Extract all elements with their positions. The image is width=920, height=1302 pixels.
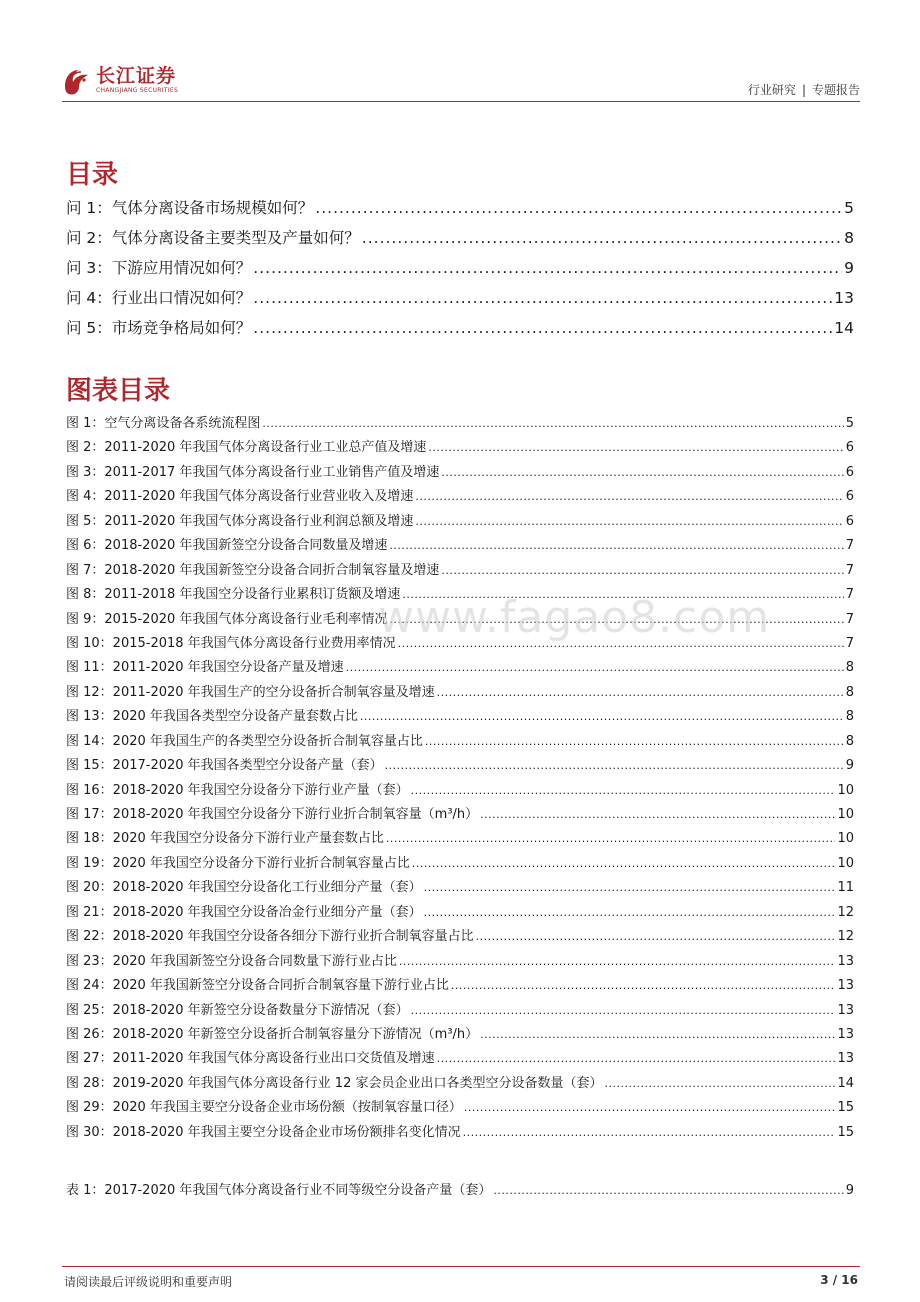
figure-toc-item[interactable]: 图 23：2020 年我国新签空分设备合同数量下游行业占比 ..... 13 [66, 950, 854, 974]
figure-toc-item[interactable]: 图 19：2020 年我国空分设备分下游行业折合制氧容量占比 ..... 10 [66, 852, 854, 876]
toc-item[interactable]: 问 2：气体分离设备主要类型及产量如何？ ..... 8 [66, 226, 854, 256]
table-toc-list [66, 1179, 854, 1203]
figure-toc-item[interactable]: 图 25：2018-2020 年新签空分设备数量分下游情况（套） ..... 13 [66, 999, 854, 1023]
header-divider [62, 101, 860, 102]
category-separator: | [801, 83, 806, 97]
figure-toc-item[interactable]: 图 29：2020 年我国主要空分设备企业市场份额（按制氧容量口径） ..... 15 [66, 1096, 854, 1120]
figure-toc-item[interactable]: 图 5：2011-2020 年我国气体分离设备行业利润总额及增速 ..... 6 [66, 510, 854, 534]
figure-toc-item[interactable]: 图 17：2018-2020 年我国空分设备分下游行业折合制氧容量（m³/h） ..... 10 [66, 803, 854, 827]
report-category [748, 81, 860, 98]
figure-toc-item[interactable]: 图 9：2015-2020 年我国气体分离设备行业毛利率情况 ..... 7 [66, 608, 854, 632]
figure-toc-item[interactable]: 图 4：2011-2020 年我国气体分离设备行业营业收入及增速 ..... 6 [66, 485, 854, 509]
category-label: 行业研究 [747, 83, 796, 97]
figure-toc-item[interactable]: 图 16：2018-2020 年我国空分设备分下游行业产量（套） ..... 10 [66, 779, 854, 803]
logo-emblem-icon [62, 66, 92, 98]
figure-toc-item[interactable]: 图 15：2017-2020 年我国各类型空分设备产量（套） ..... 9 [66, 754, 854, 778]
figure-toc-title: 图表目录 [66, 376, 171, 406]
figure-toc-item[interactable]: 图 21：2018-2020 年我国空分设备冶金行业细分产量（套） ..... 12 [66, 901, 854, 925]
toc-item[interactable]: 问 3：下游应用情况如何？ ..... 9 [66, 256, 854, 286]
figure-toc-item[interactable]: 图 22：2018-2020 年我国空分设备各细分下游行业折合制氧容量占比 ..... 12 [66, 925, 854, 949]
figure-toc-item[interactable]: 图 11：2011-2020 年我国空分设备产量及增速 ..... 8 [66, 656, 854, 680]
figure-toc-item[interactable]: 图 14：2020 年我国生产的各类型空分设备折合制氧容量占比 ..... 8 [66, 730, 854, 754]
report-type-label: 专题报告 [811, 83, 860, 97]
figure-toc-item[interactable]: 图 27：2011-2020 年我国气体分离设备行业出口交货值及增速 ..... 13 [66, 1047, 854, 1071]
figure-toc-item[interactable]: 图 18：2020 年我国空分设备分下游行业产量套数占比 ..... 10 [66, 827, 854, 851]
figure-toc-item[interactable]: 图 8：2011-2018 年我国空分设备行业累积订货额及增速 ..... 7 [66, 583, 854, 607]
figure-toc-item[interactable]: 图 24：2020 年我国新签空分设备合同折合制氧容量下游行业占比 ..... 13 [66, 974, 854, 998]
figure-toc-item[interactable]: 图 7：2018-2020 年我国新签空分设备合同折合制氧容量及增速 ..... 7 [66, 559, 854, 583]
toc-item[interactable]: 问 4：行业出口情况如何？ ..... 13 [66, 286, 854, 316]
figure-toc-list [66, 412, 854, 1145]
company-logo [62, 64, 192, 100]
figure-toc-item[interactable]: 图 13：2020 年我国各类型空分设备产量套数占比 ..... 8 [66, 705, 854, 729]
figure-toc-item[interactable]: 图 28：2019-2020 年我国气体分离设备行业 12 家会员企业出口各类型空分设备数量（套） ..... 14 [66, 1072, 854, 1096]
toc-item[interactable]: 问 5：市场竞争格局如何？ ..... 14 [66, 316, 854, 346]
figure-toc-item[interactable]: 表 1：2017-2020 年我国气体分离设备行业不同等级空分设备产量（套） ..... 9 [66, 1179, 854, 1203]
figure-toc-item[interactable]: 图 10：2015-2018 年我国气体分离设备行业费用率情况 ..... 7 [66, 632, 854, 656]
page-number: 3 / 16 [820, 1273, 858, 1287]
figure-toc-item[interactable]: 图 3：2011-2017 年我国气体分离设备行业工业销售产值及增速 ..... 6 [66, 461, 854, 485]
toc-list [66, 196, 854, 346]
toc-title: 目录 [66, 160, 119, 190]
page-header [62, 64, 860, 104]
toc-item[interactable]: 问 1：气体分离设备市场规模如何？ ..... 5 [66, 196, 854, 226]
figure-toc-item[interactable]: 图 12：2011-2020 年我国生产的空分设备折合制氧容量及增速 ..... 8 [66, 681, 854, 705]
footer-divider [62, 1266, 860, 1267]
figure-toc-item[interactable]: 图 1：空气分离设备各系统流程图 ..... 5 [66, 412, 854, 436]
watermark: www.fagao8.com [378, 592, 771, 643]
figure-toc-item[interactable]: 图 30：2018-2020 年我国主要空分设备企业市场份额排名变化情况 ..... 15 [66, 1121, 854, 1145]
logo-text-cn: 长江证券 [96, 65, 177, 87]
figure-toc-item[interactable]: 图 6：2018-2020 年我国新签空分设备合同数量及增速 ..... 7 [66, 534, 854, 558]
logo-text-en: CHANGJIANG SECURITIES [96, 87, 179, 94]
footer-disclaimer: 请阅读最后评级说明和重要声明 [64, 1275, 233, 1289]
figure-toc-item[interactable]: 图 20：2018-2020 年我国空分设备化工行业细分产量（套） ..... 11 [66, 876, 854, 900]
figure-toc-item[interactable]: 图 2：2011-2020 年我国气体分离设备行业工业总产值及增速 ..... 6 [66, 436, 854, 460]
figure-toc-item[interactable]: 图 26：2018-2020 年新签空分设备折合制氧容量分下游情况（m³/h） ..... 13 [66, 1023, 854, 1047]
